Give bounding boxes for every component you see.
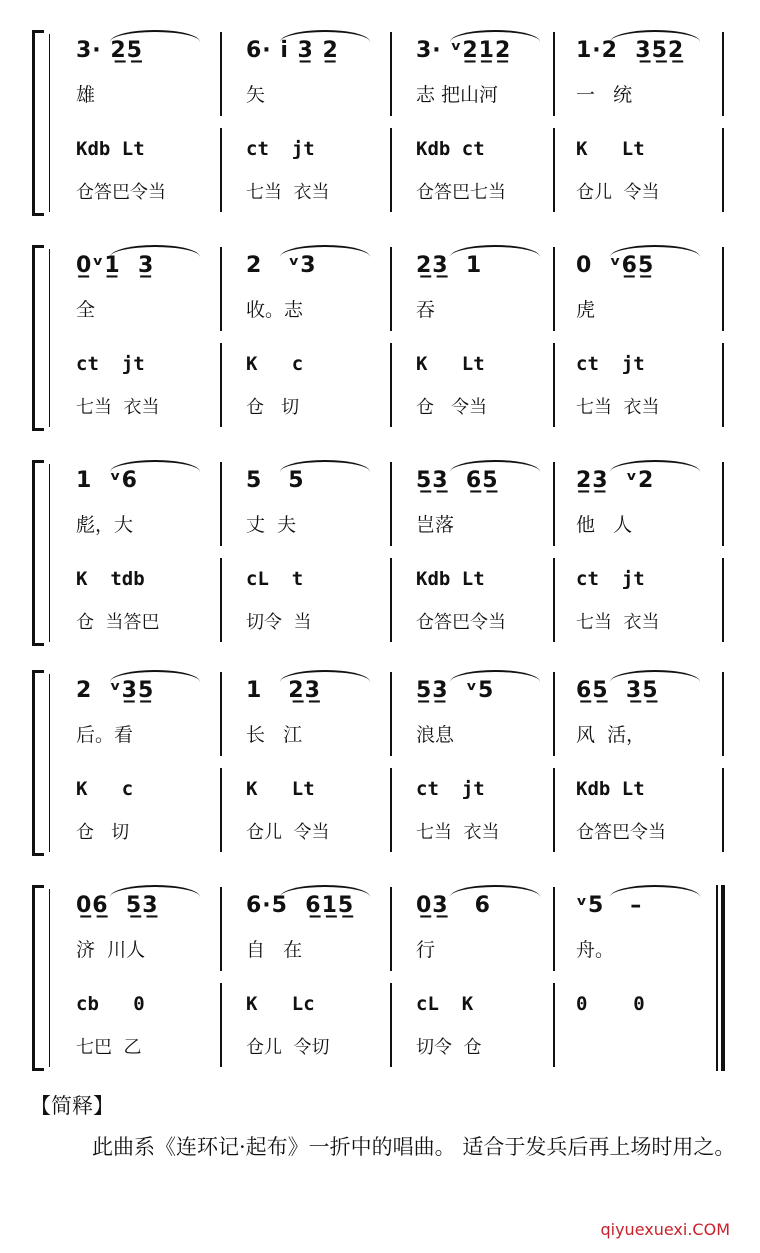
note-heading: 【简释】 (30, 1094, 114, 1118)
measure-percussion: 0 0 (576, 993, 645, 1015)
measure-lyric: 吞 (416, 299, 436, 321)
barline (220, 983, 222, 1067)
barline (390, 672, 392, 756)
slur (610, 885, 700, 897)
barline (722, 128, 724, 212)
slur (450, 885, 540, 897)
measure-lyric: 一 统 (576, 84, 633, 106)
measure-vocables: 仓答巴七当 (416, 182, 506, 203)
measure-notes: 1·2 3̲5̲2̲ (576, 38, 685, 63)
measure-vocables: 七当 衣当 (576, 612, 660, 633)
measure-percussion: ct jt (576, 568, 645, 590)
system-start-line (49, 464, 50, 642)
barline (722, 32, 724, 116)
slur (280, 245, 370, 257)
barline (553, 672, 555, 756)
measure-notes: 2 ᵛ3 (246, 253, 317, 278)
measure-lyric: 行 (416, 939, 436, 961)
slur (280, 30, 370, 42)
score-system (0, 30, 760, 220)
barline (722, 672, 724, 756)
measure-lyric: 岂落 (416, 514, 455, 536)
measure-vocables: 仓答巴令当 (576, 822, 666, 843)
measure-percussion: K Lt (416, 353, 485, 375)
system-bracket (32, 670, 49, 856)
measure-notes: 2 ᵛ3̲5̲ (76, 678, 155, 703)
measure-notes: 2̲3̲ 1 (416, 253, 483, 278)
barline (390, 32, 392, 116)
slur (610, 670, 700, 682)
barline (553, 768, 555, 852)
measure-lyric: 雄 (76, 84, 96, 106)
barline (553, 983, 555, 1067)
measure-lyric: 矢 (246, 84, 266, 106)
system-start-line (49, 34, 50, 212)
measure-lyric: 后。看 (76, 724, 134, 746)
barline (722, 247, 724, 331)
measure-lyric: 自 在 (246, 939, 303, 961)
measure-notes: 1 2̲3̲ (246, 678, 321, 703)
measure-vocables: 七当 衣当 (76, 397, 160, 418)
measure-lyric: 全 (76, 299, 96, 321)
slur (450, 460, 540, 472)
measure-lyric: 丈 夫 (246, 514, 297, 536)
measure-percussion: K Lc (246, 993, 315, 1015)
barline (390, 768, 392, 852)
barline (220, 672, 222, 756)
measure-vocables: 七当 衣当 (416, 822, 500, 843)
barline (220, 558, 222, 642)
measure-lyric: 收。志 (246, 299, 304, 321)
barline (553, 128, 555, 212)
slur (280, 670, 370, 682)
measure-lyric: 彪，大 (76, 514, 134, 536)
system-bracket (32, 30, 49, 216)
measure-percussion: K tdb (76, 568, 145, 590)
measure-percussion: Kdb Lt (76, 138, 145, 160)
measure-vocables: 切令 仓 (416, 1037, 482, 1058)
measure-vocables: 七当 衣当 (576, 397, 660, 418)
barline (553, 247, 555, 331)
measure-notes: 6·5 6̲1̲5̲ (246, 893, 355, 918)
measure-lyric: 志 把山河 (416, 84, 499, 106)
barline (390, 247, 392, 331)
measure-vocables: 仓 切 (76, 822, 130, 843)
slur (110, 670, 200, 682)
barline (390, 983, 392, 1067)
slur (280, 460, 370, 472)
barline (220, 247, 222, 331)
barline (722, 768, 724, 852)
slur (610, 460, 700, 472)
system-start-line (49, 674, 50, 852)
barline (390, 343, 392, 427)
slur (450, 245, 540, 257)
barline (722, 558, 724, 642)
slur (110, 460, 200, 472)
slur (110, 885, 200, 897)
measure-percussion: Kdb Lt (416, 568, 485, 590)
measure-vocables: 仓 切 (246, 397, 300, 418)
barline (722, 343, 724, 427)
measure-percussion: ct jt (576, 353, 645, 375)
measure-lyric: 长 江 (246, 724, 303, 746)
measure-lyric: 济 川人 (76, 939, 146, 961)
measure-notes: 3· 2̲5̲ (76, 38, 143, 63)
measure-vocables: 仓儿 令当 (576, 182, 660, 203)
measure-notes: 0 ᵛ6̲5̲ (576, 253, 655, 278)
measure-percussion: K Lt (576, 138, 645, 160)
measure-notes: 3· ᵛ2̲1̲2̲ (416, 38, 512, 63)
measure-percussion: ct jt (246, 138, 315, 160)
measure-notes: 6· i̇ 3̲ 2̲ (246, 38, 339, 63)
measure-vocables: 仓儿 令当 (246, 822, 330, 843)
measure-vocables: 仓 令当 (416, 397, 488, 418)
measure-percussion: K c (246, 353, 304, 375)
barline (390, 462, 392, 546)
barline (220, 32, 222, 116)
measure-percussion: K c (76, 778, 134, 800)
measure-percussion: K Lt (246, 778, 315, 800)
measure-vocables: 仓儿 令切 (246, 1037, 330, 1058)
slur (610, 30, 700, 42)
barline (722, 462, 724, 546)
note-text: 此曲系《连环记·起布》一折中的唱曲。 适合于发兵后再上场时用之。 (92, 1135, 736, 1159)
barline (220, 343, 222, 427)
barline (220, 768, 222, 852)
measure-lyric: 虎 (576, 299, 596, 321)
measure-notes: 0̲ᵛ1̲ 3̲ (76, 253, 155, 278)
measure-percussion: cb 0 (76, 993, 145, 1015)
system-bracket (32, 885, 49, 1071)
measure-lyric: 风 活， (576, 724, 646, 746)
measure-notes: 0̲6̲ 5̲3̲ (76, 893, 159, 918)
barline (553, 887, 555, 971)
system-start-line (49, 889, 50, 1067)
score-system (0, 245, 760, 435)
slur (110, 30, 200, 42)
slur (110, 245, 200, 257)
measure-vocables: 七当 衣当 (246, 182, 330, 203)
slur (280, 885, 370, 897)
barline (220, 887, 222, 971)
score-system (0, 885, 760, 1075)
measure-percussion: ct jt (76, 353, 145, 375)
measure-lyric: 舟。 (576, 939, 615, 961)
measure-percussion: cL K (416, 993, 474, 1015)
barline (220, 128, 222, 212)
measure-notes: 5̲3̲ 6̲5̲ (416, 468, 499, 493)
measure-lyric: 浪息 (416, 724, 455, 746)
measure-vocables: 七巴 乙 (76, 1037, 142, 1058)
system-bracket (32, 460, 49, 646)
measure-percussion: ct jt (416, 778, 485, 800)
system-bracket (32, 245, 49, 431)
score-system (0, 670, 760, 860)
measure-notes: 1 ᵛ6 (76, 468, 138, 493)
slur (450, 670, 540, 682)
measure-percussion: cL t (246, 568, 304, 590)
barline (390, 128, 392, 212)
measure-vocables: 仓 当答巴 (76, 612, 160, 633)
measure-notes: 6̲5̲ 3̲5̲ (576, 678, 659, 703)
slur (610, 245, 700, 257)
watermark: qiyuexuexi.COM (600, 1220, 730, 1239)
measure-vocables: 切令 当 (246, 612, 312, 633)
measure-lyric: 他 人 (576, 514, 633, 536)
barline (553, 343, 555, 427)
slur (450, 30, 540, 42)
measure-notes: 2̲3̲ ᵛ2 (576, 468, 655, 493)
measure-notes: 5 5 (246, 468, 305, 493)
barline (553, 462, 555, 546)
barline (390, 887, 392, 971)
score-system (0, 460, 760, 650)
measure-notes: ᵛ5 – (576, 893, 643, 918)
barline (553, 32, 555, 116)
barline (553, 558, 555, 642)
measure-vocables: 仓答巴令当 (76, 182, 166, 203)
measure-percussion: Kdb ct (416, 138, 485, 160)
system-start-line (49, 249, 50, 427)
measure-vocables: 仓答巴令当 (416, 612, 506, 633)
measure-notes: 0̲3̲ 6 (416, 893, 491, 918)
measure-percussion: Kdb Lt (576, 778, 645, 800)
barline (390, 558, 392, 642)
barline (220, 462, 222, 546)
measure-notes: 5̲3̲ ᵛ5 (416, 678, 495, 703)
